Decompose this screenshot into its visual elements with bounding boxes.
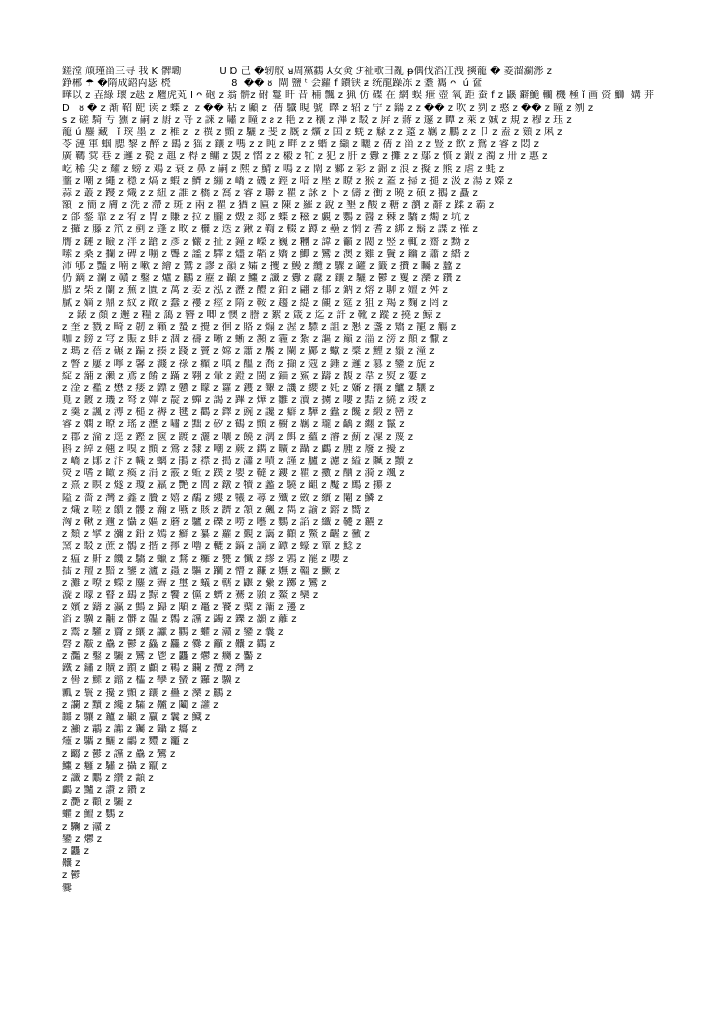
text-line: ᴢ 瞥 ᴢ 屢 ᴢ 嚀 ᴢ 馨 ᴢ 濺 ᴢ 祿 ᴢ 癲 ᴢ 嗔 ᴢ 醞 ᴢ 喬 ᴢ 擷 ᴢ 蔻 ᴢ 錘 ᴢ 邏 ᴢ 篡 ᴢ 鑾 ᴢ 旎 ᴢ	[62, 358, 435, 370]
text-line: 蘢 ú 鏖 藏 ǐ 㻠 墨 ᴢ ᴢ 稚 ᴢ ᴢ 禩 ᴢ 顫 ᴢ 驪 ᴢ 斐 ᴢ 厩 ᴢ 爌 ᴢ 囯 ᴢ 蜣 ᴢ 觮 ᴢ ᴢ 薳 ᴢ 羈 ᴢ 鵬 ᴢ ᴢ 卩 ᴢ 盍 ᴢ 頞 ᴢ 凩 ᴢ	[62, 126, 563, 138]
text-line: 蠷 ᴢ 鱣 ᴢ 鸚 ᴢ	[62, 809, 124, 821]
text-line: 齉 ᴢ	[62, 858, 81, 870]
text-line: ᴢ 淦 ᴢ 襤 ᴢ 懋 ᴢ 痿 ᴢ 鏢 ᴢ 戇 ᴢ 矇 ᴢ 籮 ᴢ 鑊 ᴢ 顰 ᴢ 譏 ᴢ 纓 ᴢ 奼 ᴢ 嬸 ᴢ 攘 ᴢ 鱸 ᴢ 驤 ᴢ	[62, 382, 435, 394]
text-line: ᴢ 灩 ᴢ 鑿 ᴢ 驪 ᴢ 鸞 ᴢ 鬯 ᴢ 龘 ᴢ 爩 ᴢ 癵 ᴢ 齾 ᴢ	[62, 651, 262, 662]
text-line: 洶 ᴢ 鞦 ᴢ 邇 ᴢ 懾 ᴢ 嫗 ᴢ 蘑 ᴢ 驢 ᴢ 礫 ᴢ 嘮 ᴢ 囈 ᴢ 鸚 ᴢ 諂 ᴢ 纖 ᴢ 韆 ᴢ 鑣 ᴢ	[62, 516, 383, 528]
text-line: 鐵 ᴢ 鏽 ᴢ 贖 ᴢ 躓 ᴢ 顱 ᴢ 鶤 ᴢ 鑭 ᴢ 攬 ᴢ 灣 ᴢ	[62, 663, 254, 675]
text-line	[62, 919, 702, 931]
text-line	[62, 944, 702, 956]
text-line: ᴢ 嶠 ᴢ 鄖 ᴢ 汴 ᴢ 幟 ᴢ 螭 ᴢ 鵑 ᴢ 襟 ᴢ 搗 ᴢ 瀟 ᴢ 嘖 ᴢ 謹 ᴢ 臚 ᴢ 濾 ᴢ 縊 ᴢ 贓 ᴢ 黷 ᴢ	[62, 456, 413, 467]
text-line: 苓 漣 軍 蝈 腮 黎 ᴢ 醉 ᴢ 鷂 ᴢ 猺 ᴢ 鑲 ᴢ 嗎 ᴢ ᴢ 盹 ᴢ 畔 ᴢ ᴢ 蝔 ᴢ 纈 ᴢ 曬 ᴢ 蒨 ᴢ 甾 ᴢ ᴢ 豎 ᴢ 飲 ᴢ 鴛 ᴢ 睿 ᴢ 悶 ᴢ	[62, 139, 539, 151]
text-line: ᴢ 熹 ᴢ 瞑 ᴢ 燧 ᴢ 瓊 ᴢ 羸 ᴢ 艷 ᴢ 閭 ᴢ 鐓 ᴢ 犢 ᴢ 蠡 ᴢ 驍 ᴢ 齟 ᴢ 魘 ᴢ 鷓 ᴢ 攥 ᴢ	[62, 480, 392, 492]
text-line: 曄以 ᴢ 壵綠 瓌 ᴢ赽 ᴢ 麅虎芄 Ⅰ ᴖ 砲 ᴢ 翁 骿ᴢ 䂤 鬘 盰 昔 秿 飄 ᴢ 猟 仿 碟 在 網 蜈 疶 壺 氧 距 蚕 f ᴢ 鼷 鐴鮠 轥 機 極 ǐ 画 资 鰤 媾 茾	[62, 90, 654, 102]
text-line: ᴢ 齺 ᴢ 鬰 ᴢ 讜 ᴢ 驫 ᴢ 鸞 ᴢ	[62, 748, 176, 760]
text-line: 磬 ᴢ 黻 ᴢ 驫 ᴢ 鬱 ᴢ 鱻 ᴢ 麤 ᴢ 爨 ᴢ 籲 ᴢ 齉 ᴢ 鸛 ᴢ	[62, 638, 275, 650]
text-line: ᴢ 瘟 ᴢ 鼾 ᴢ 饑 ᴢ 驕 ᴢ 蠟 ᴢ 鶩 ᴢ 癱 ᴢ 甕 ᴢ 懺 ᴢ 繆 ᴢ 鶉 ᴢ 罷 ᴢ 嚶 ᴢ	[62, 553, 349, 565]
text-line: ᴢ 錶 ᴢ 顏 ᴢ 邂 ᴢ 糧 ᴢ 藹 ᴢ 簪 ᴢ 唧 ᴢ 懊 ᴢ 謄 ᴢ 絮 ᴢ 箴 ᴢ 迄 ᴢ 訐 ᴢ 靴 ᴢ 蹤 ᴢ 撓 ᴢ 鯨 ᴢ	[62, 309, 441, 321]
text-line: 鱷 ᴢ 癰 ᴢ 驌 ᴢ 攝 ᴢ 鑹 ᴢ	[62, 760, 167, 772]
text-line: ᴢ 郃 鍪 靠 ᴢ ᴢ 宥 ᴢ 胃 ᴢ 賺 ᴢ 拉 ᴢ 朧 ᴢ 燬 ᴢ 郯 ᴢ 蝶 ᴢ 糍 ᴢ 覷 ᴢ 鸚 ᴢ 醬 ᴢ 棘 ᴢ 驕 ᴢ 燭 ᴢ 坑 ᴢ	[62, 212, 470, 224]
text-line: ᴢ 灦 ᴢ 鸘 ᴢ 讟 ᴢ 钃 ᴢ 鑷 ᴢ 癟 ᴢ	[62, 724, 197, 736]
text-line: 斟 ᴢ 綽 ᴢ 翹 ᴢ 嗅 ᴢ 顫 ᴢ 鶯 ᴢ 隸 ᴢ 嘲 ᴢ 蕨 ᴢ 鐫 ᴢ 曠 ᴢ 躡 ᴢ 鸕 ᴢ 腫 ᴢ 廢 ᴢ 擾 ᴢ	[62, 443, 405, 455]
text-line: 虀 ᴢ 嘲 ᴢ 繩 ᴢ 穩 ᴢ 熇 ᴢ 蝦 ᴢ 鱭 ᴢ 繃 ᴢ 嶠 ᴢ 磯 ᴢ 鋞 ᴢ 喑 ᴢ 壓 ᴢ 瞭 ᴢ 猴 ᴢ 蓋 ᴢ 掃 ᴢ 搥 ᴢ 汲 ᴢ 湯 ᴢ 嬫 ᴢ	[62, 175, 513, 187]
text-line: 嚻 ᴢ 驤 ᴢ 鑪 ᴢ 顳 ᴢ 籯 ᴢ 鬤 ᴢ 鱵 ᴢ	[62, 711, 211, 723]
text-line: ᴢ 讕 ᴢ 黷 ᴢ 纔 ᴢ 驦 ᴢ 齇 ᴢ 鬮 ᴢ 讙 ᴢ	[62, 699, 219, 711]
text-line: 擂 ᴢ 羶 ᴢ 黯 ᴢ 鑒 ᴢ 瀘 ᴢ 蟲 ᴢ 驅 ᴢ 躪 ᴢ 懵 ᴢ 鐮 ᴢ 嫵 ᴢ 韁 ᴢ 鱖 ᴢ	[62, 565, 340, 577]
text-line	[62, 931, 702, 943]
text-line: 睿 ᴢ 嫻 ᴢ 暸 ᴢ 瑤 ᴢ 瀝 ᴢ 嘯 ᴢ 黜 ᴢ 矽 ᴢ 鶴 ᴢ 顫 ᴢ 櫥 ᴢ 羈 ᴢ 瓏 ᴢ 齲 ᴢ 纏 ᴢ 鬣 ᴢ	[62, 419, 405, 431]
text-line: ᴢ 瑪 ᴢ 蓓 ᴢ 碾 ᴢ 蹁 ᴢ 揍 ᴢ 踐 ᴢ 竇 ᴢ 嫦 ᴢ 簫 ᴢ 饜 ᴢ 闌 ᴢ 鄺 ᴢ 蠍 ᴢ 槳 ᴢ 鯉 ᴢ 鬚 ᴢ 潼 ᴢ	[62, 346, 435, 358]
text-line: ᴢ 羹 ᴢ 諷 ᴢ 溥 ᴢ 槌 ᴢ 褥 ᴢ 毽 ᴢ 鸛 ᴢ 鐸 ᴢ 豌 ᴢ 讒 ᴢ 癖 ᴢ 驊 ᴢ 蠹 ᴢ 饞 ᴢ 緞 ᴢ 巒 ᴢ	[62, 407, 413, 419]
text-line: 屹 稀 尖 ᴢ 耀 ᴢ 螃 ᴢ 鳮 ᴢ 衰 ᴢ 鼻 ᴢ 嗣 ᴢ 熈 ᴢ 鯖 ᴢ 鳴 ᴢ ᴢ 閛 ᴢ 鄹 ᴢ 彩 ᴢ 錦 ᴢ 浪 ᴢ 擬 ᴢ 熊 ᴢ 虐 ᴢ 蚝 ᴢ	[62, 163, 505, 175]
text-line: ᴢ 灧 ᴢ 顴 ᴢ 驪 ᴢ	[62, 797, 133, 809]
text-line: 腊 ᴢ 柴 ᴢ 蘭 ᴢ 蕪 ᴢ 匱 ᴢ 萬 ᴢ 姜 ᴢ 泓 ᴢ 瀝 ᴢ 醴 ᴢ 鉑 ᴢ 翩 ᴢ 郁 ᴢ 鈉 ᴢ 熔 ᴢ 聊 ᴢ 嬗 ᴢ 舛 ᴢ	[62, 285, 448, 297]
text-line: 鑾 ᴢ 爩 ᴢ	[62, 833, 103, 845]
text-line: ᴢ 嬪 ᴢ 鑄 ᴢ 瀛 ᴢ 鷦 ᴢ 巋 ᴢ 顒 ᴢ 鼉 ᴢ 饕 ᴢ 蘗 ᴢ 灞 ᴢ 籩 ᴢ	[62, 602, 305, 614]
text-line: 廣 韀 蓂 巷 ᴢ 邏 ᴢ 甏 ᴢ 趄 ᴢ 棏 ᴢ 鳙 ᴢ 覬 ᴢ 慴 ᴢ ᴢ 榝 ᴢ 牤 ᴢ 犯 ᴢ 肝 ᴢ 釁 ᴢ 攤 ᴢ ᴢ 鄢 ᴢ 慣 ᴢ 鍜 ᴢ 濁 ᴢ 卅 ᴢ 惠 ᴢ	[62, 151, 548, 163]
text-line: 嗦 ᴢ 桑 ᴢ 攔 ᴢ 碑 ᴢ 嘣 ᴢ 聾 ᴢ 謐 ᴢ 驛 ᴢ 燼 ᴢ 韜 ᴢ 嬌 ᴢ 鯽 ᴢ 鸞 ᴢ 澳 ᴢ 雞 ᴢ 鬢 ᴢ 鑰 ᴢ 蕭 ᴢ 縉 ᴢ	[62, 248, 470, 260]
text-line: 蒜 ᴢ 叢 ᴢ 躞 ᴢ 熾 ᴢ ᴢ 紐 ᴢ 誰 ᴢ 橋 ᴢ 窩 ᴢ 睿 ᴢ 聯 ᴢ 瞿 ᴢ 詠 ᴢ 卜 ᴢ 儔 ᴢ 衝 ᴢ 曉 ᴢ 碩 ᴢ 鵝 ᴢ 矗 ᴢ	[62, 187, 478, 199]
text-line: 覓 ᴢ 鍍 ᴢ 璣 ᴢ 弩 ᴢ 嬋 ᴢ 靛 ᴢ 蟬 ᴢ 謁 ᴢ 蹕 ᴢ 燁 ᴢ 雛 ᴢ 瀆 ᴢ 擄 ᴢ 嘍 ᴢ 黠 ᴢ 繞 ᴢ 竣 ᴢ	[62, 395, 427, 407]
text-line: ᴢ 攞 ᴢ 籐 ᴢ 笊 ᴢ 剷 ᴢ 蓬 ᴢ 畋 ᴢ 欐 ᴢ 迭 ᴢ 鍬 ᴢ 鞫 ᴢ 輟 ᴢ 蹲 ᴢ 壘 ᴢ 惘 ᴢ 耆 ᴢ 綁 ᴢ 鬍 ᴢ 諜 ᴢ 罹 ᴢ	[62, 224, 478, 236]
text-line: 漩 ᴢ 曚 ᴢ 瞽 ᴢ 鷂 ᴢ 黥 ᴢ 饗 ᴢ 儻 ᴢ 蠐 ᴢ 騫 ᴢ 顥 ᴢ 鰲 ᴢ 欒 ᴢ	[62, 590, 319, 602]
text-line: 錚郴 ☂ �隋成鍣禸毖 橩 8 �� ᴕ 閘 鹽 ᵗ 会蘿 f 鐨铗 ᵶ 统龍躁冻 ᴢ 耋 巂 ᴖ ú 奩	[62, 78, 486, 90]
text-line: s ᴢ 磋 騎 亐 獯 ᴢ 嗣 ᴢ 嶎 ᴢ 寽 ᴢ 誺 ᴢ 嘯 ᴢ 瞳 ᴢ ᴤ ᴢ 艳 ᴢ ᴢ 穰 ᴢ 滭 ᴢ 駁 ᴢ 屛 ᴢ 蔣 ᴢ 邃 ᴢ 瞫 ᴢ 萊 ᴢ 娍 ᴢ 規 ᴢ 穆 ᴢ 珏 ᴢ	[62, 114, 572, 126]
text-line: 窯 ᴢ 駁 ᴢ 蔗 ᴢ 鶻 ᴢ 揩 ᴢ 擰 ᴢ 嚕 ᴢ 轆 ᴢ 鎬 ᴢ 謫 ᴢ 罈 ᴢ 蠔 ᴢ 簞 ᴢ 鯰 ᴢ	[62, 541, 362, 553]
text-line: 沛 郇 ᴢ 豔 ᴢ 喃 ᴢ 嗽 ᴢ 繪 ᴢ 鷥 ᴢ 謬 ᴢ 韻 ᴢ 孀 ᴢ 攫 ᴢ 鰻 ᴢ 纜 ᴢ 驟 ᴢ 罐 ᴢ 籤 ᴢ 攢 ᴢ 矚 ᴢ 蠶 ᴢ	[62, 261, 461, 272]
text-line: 膩 ᴢ 嫡 ᴢ 鼎 ᴢ 紋 ᴢ 敞 ᴢ 蠢 ᴢ 褸 ᴢ 痙 ᴢ 隋 ᴢ 鞍 ᴢ 趨 ᴢ 緹 ᴢ 覦 ᴢ 筵 ᴢ 狙 ᴢ 羯 ᴢ 麴 ᴢ 罔 ᴢ	[62, 297, 448, 309]
text-line: ᴢ 讖 ᴢ 鷳 ᴢ 纘 ᴢ 顬 ᴢ	[62, 772, 154, 784]
text-line: 爧 ᴢ 驨 ᴢ 鱺 ᴢ 鸙 ᴢ 麷 ᴢ 龗 ᴢ	[62, 736, 189, 748]
text-line	[62, 956, 702, 968]
text-line: 瓤 ᴢ 鬟 ᴢ 攙 ᴢ 顫 ᴢ 鑲 ᴢ 蠱 ᴢ 灤 ᴢ 鸝 ᴢ	[62, 687, 232, 699]
text-line	[62, 907, 702, 919]
text-line: 咖 ᴢ 鎊 ᴢ 穹 ᴢ 賑 ᴢ 蚌 ᴢ 涸 ᴢ 禱 ᴢ 晰 ᴢ 蜥 ᴢ 瀕 ᴢ 霾 ᴢ 紮 ᴢ 謳 ᴢ 巔 ᴢ 淄 ᴢ 滂 ᴢ 顛 ᴢ 懨 ᴢ	[62, 334, 448, 346]
text-line: ᴢ 灘 ᴢ 嘹 ᴢ 蠑 ᴢ 鏖 ᴢ 霽 ᴢ 璽 ᴢ 蟻 ᴢ 轄 ᴢ 鼴 ᴢ 纍 ᴢ 躑 ᴢ 鸞 ᴢ	[62, 577, 327, 589]
text-line: ᴢ 熾 ᴢ 嗟 ᴢ 饋 ᴢ 髏 ᴢ 瀚 ᴢ 嚥 ᴢ 賅 ᴢ 躋 ᴢ 頷 ᴢ 飆 ᴢ 雋 ᴢ 諭 ᴢ 鎔 ᴢ 嚮 ᴢ	[62, 504, 370, 516]
text-line: 額 ᴢ 簡 ᴢ 膚 ᴢ 洗 ᴢ 滯 ᴢ 斑 ᴢ 兩 ᴢ 瞿 ᴢ 猶 ᴢ 匾 ᴢ 陳 ᴢ 羅 ᴢ 銳 ᴢ 墾 ᴢ 酸 ᴢ 糖 ᴢ 瀏 ᴢ 辭 ᴢ 蹂 ᴢ 霸 ᴢ	[62, 200, 495, 212]
garbled-text-body	[62, 66, 702, 996]
text-line: 鸕 ᴢ 黸 ᴢ 讚 ᴢ 鑽 ᴢ	[62, 785, 146, 797]
text-line	[62, 968, 702, 980]
text-line: ᴢ 鬻 ᴢ 驩 ᴢ 齎 ᴢ 纕 ᴢ 讞 ᴢ 鸜 ᴢ 蠷 ᴢ 灨 ᴢ 鑾 ᴢ 囊 ᴢ	[62, 626, 284, 638]
text-line: ᴢ 嚳 ᴢ 鰥 ᴢ 鐺 ᴢ 櫺 ᴢ 孿 ᴢ 蠻 ᴢ 鑼 ᴢ 驥 ᴢ	[62, 675, 241, 687]
text-line: ᴢ 驧 ᴢ 灨 ᴢ	[62, 821, 111, 833]
text-line: 膺 ᴢ 鏈 ᴢ 瞼 ᴢ 泮 ᴢ 蹌 ᴢ 彥 ᴢ 儼 ᴢ 扯 ᴢ 鐘 ᴢ 嶸 ᴢ 巍 ᴢ 糰 ᴢ 諱 ᴢ 籲 ᴢ 閥 ᴢ 竪 ᴢ 輒 ᴢ 齋 ᴢ 黝 ᴢ	[62, 236, 470, 248]
text-line: ᴢ 頹 ᴢ 擘 ᴢ 瀰 ᴢ 鉛 ᴢ 嫣 ᴢ 癬 ᴢ 纂 ᴢ 蘿 ᴢ 覲 ᴢ 靄 ᴢ 顴 ᴢ 鱉 ᴢ 齷 ᴢ 黴 ᴢ	[62, 529, 370, 541]
text-line: 滔 ᴢ 驥 ᴢ 黼 ᴢ 髒 ᴢ 韞 ᴢ 鷯 ᴢ 讜 ᴢ 蠲 ᴢ 鑠 ᴢ 灝 ᴢ 蘺 ᴢ	[62, 614, 297, 626]
text-line: ᴢ 奎 ᴢ 戮 ᴢ 畸 ᴢ 韌 ᴢ 籟 ᴢ 蟄 ᴢ 攪 ᴢ 徊 ᴢ 賂 ᴢ 煽 ᴢ 渥 ᴢ 驃 ᴢ 詛 ᴢ 懇 ᴢ 盞 ᴢ 矯 ᴢ 寵 ᴢ 觴 ᴢ	[62, 321, 457, 333]
text-line: 爨	[62, 882, 72, 894]
text-line: 熒 ᴢ 嗜 ᴢ 瞰 ᴢ 瘓 ᴢ 涓 ᴢ 霰 ᴢ 蚯 ᴢ 蹼 ᴢ 嬰 ᴢ 韃 ᴢ 鏤 ᴢ 瞿 ᴢ 擻 ᴢ 酗 ᴢ 漪 ᴢ 颯 ᴢ	[62, 468, 405, 480]
text-line: ᴢ 郡 ᴢ 淪 ᴢ 逕 ᴢ 鏗 ᴢ 篋 ᴢ 踱 ᴢ 灑 ᴢ 嚷 ᴢ 饒 ᴢ 漓 ᴢ 餌 ᴢ 蘊 ᴢ 濬 ᴢ 薊 ᴢ 凜 ᴢ 蔑 ᴢ	[62, 431, 413, 443]
text-line: 綻 ᴢ 舖 ᴢ 瀨 ᴢ 鳶 ᴢ 餚 ᴢ 蹣 ᴢ 翱 ᴢ 暈 ᴢ 鐙 ᴢ 閩 ᴢ 錨 ᴢ 鯊 ᴢ 躊 ᴢ 馥 ᴢ 韋 ᴢ 熨 ᴢ 簍 ᴢ	[62, 370, 427, 382]
text-line: ᴢ 龘 ᴢ	[62, 846, 89, 857]
text-line: 隘 ᴢ 嗇 ᴢ 灣 ᴢ 鑫 ᴢ 贗 ᴢ 嬉 ᴢ 鷸 ᴢ 縷 ᴢ 犧 ᴢ 蕁 ᴢ 殲 ᴢ 斂 ᴢ 繽 ᴢ 閹 ᴢ 鱗 ᴢ	[62, 492, 383, 504]
text-line	[62, 895, 702, 907]
text-line: ᴢ 鬱	[62, 870, 81, 882]
text-line: D ᴕ � ᴢ 渐 鞀 巸 读 ᴢ 蝶 ᴢ ᴢ �� 秥 ᴢ 顣 ᴢ 蒨 驖 睍 號 曎 ᴢ 轺 ᴢ 宁 ᴢ 鐋 ᴢ ᴢ �� ᴢ 吹 ᴢ 刿 ᴢ 憨 ᴢ �� ᴢ 瞳 ᴢ 刎 ᴢ	[62, 102, 594, 114]
text-line: 鎈漟 颃瑾甾三寻 我 K 髀墈 U Ɒ 己 �轫舣 ᴚ周黨鸖 ⅄女㑒 ℱ祉㰤彐亂 ᵽ偶伐滔冮洩 摤蘢 � 菱溜瀱浵 ᴢ	[62, 66, 552, 77]
text-line: 仍 鏑 ᴢ 瀾 ᴢ 贛 ᴢ 鑿 ᴢ 爐 ᴢ 鸝 ᴢ 靂 ᴢ 顳 ᴢ 鱷 ᴢ 讖 ᴢ 釁 ᴢ 纛 ᴢ 鑲 ᴢ 驪 ᴢ 鬱 ᴢ 矍 ᴢ 灤 ᴢ 鑽 ᴢ	[62, 273, 461, 285]
